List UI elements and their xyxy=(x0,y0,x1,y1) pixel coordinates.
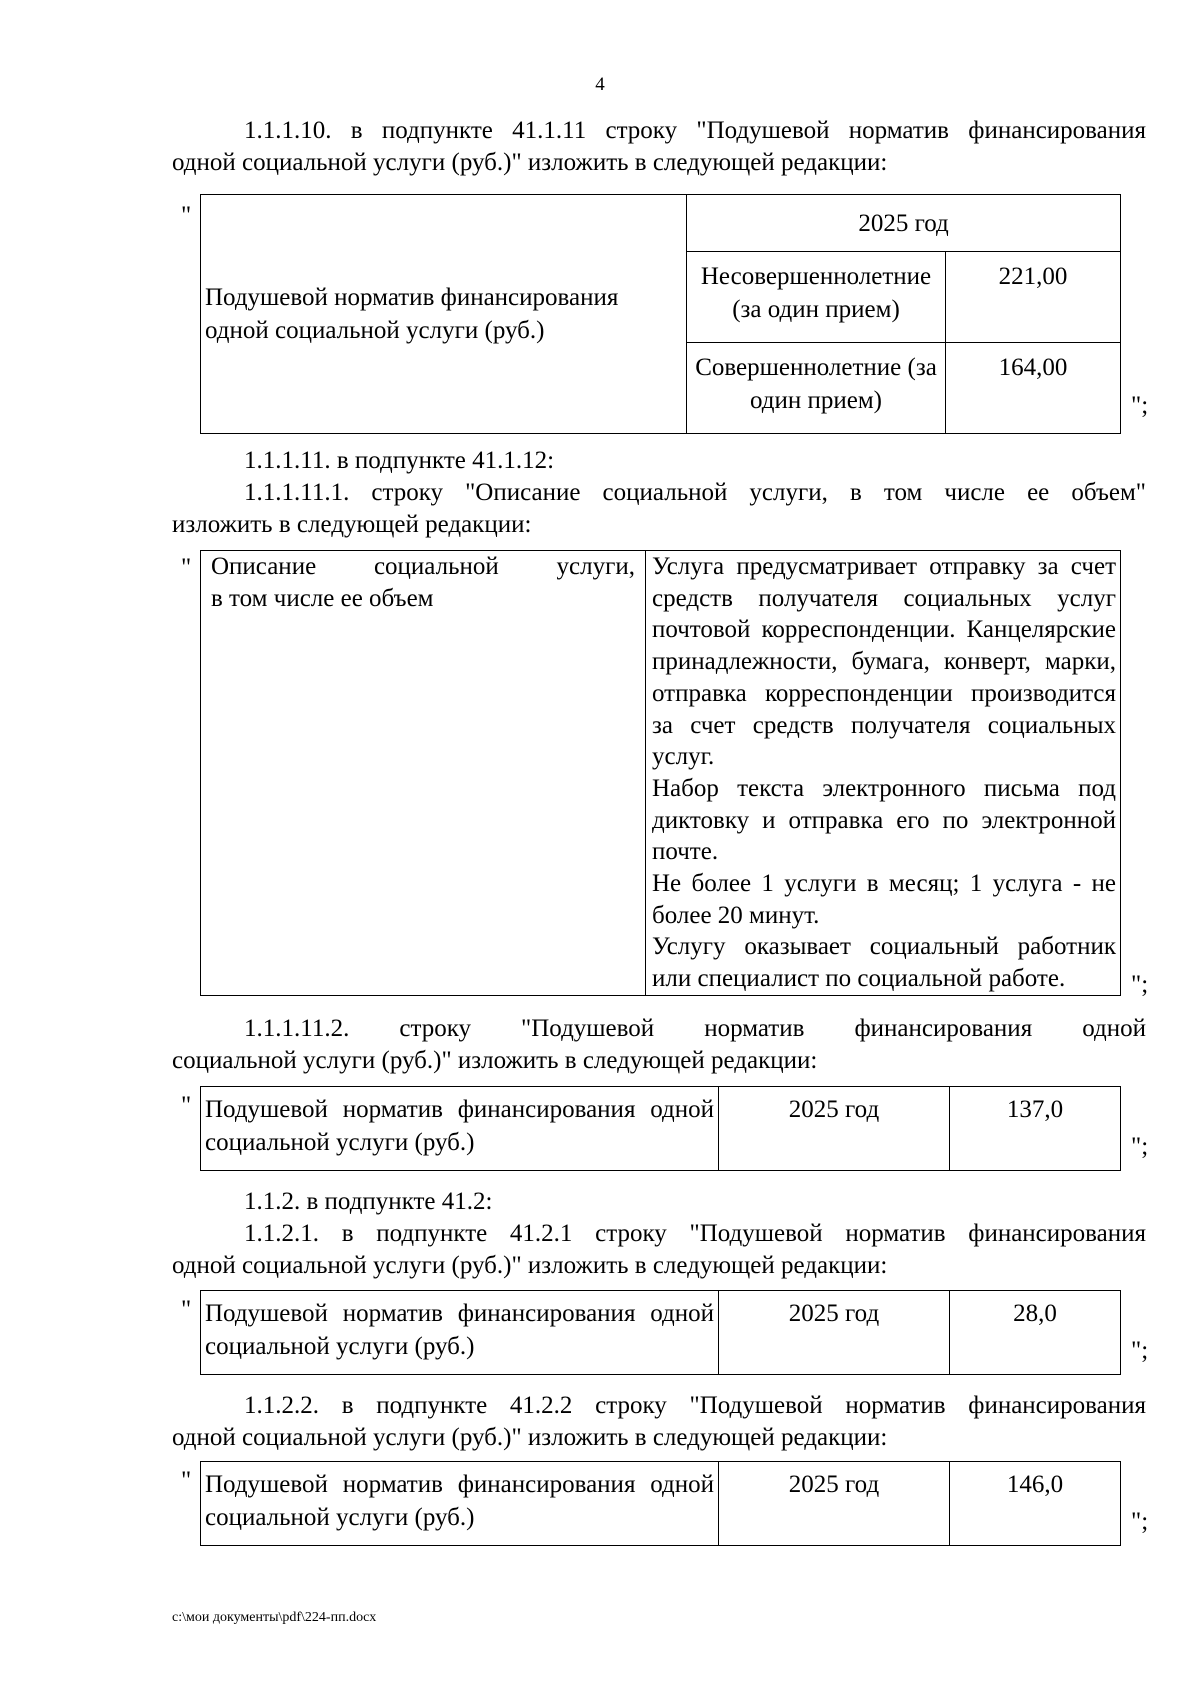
table2-close-quote: "; xyxy=(1131,971,1149,998)
table5-label-cell: Подушевой норматив финансирования одной социальной услуги (руб.) xyxy=(201,1462,719,1546)
table4-close-quote: "; xyxy=(1131,1337,1149,1364)
table1-value-minors: 221,00 xyxy=(946,252,1121,343)
table2-description-cell xyxy=(646,551,1121,996)
table1-year-cell: 2025 год xyxy=(687,195,1121,252)
table5-year-cell: 2025 год xyxy=(719,1462,950,1546)
table4-label-cell: Подушевой норматив финансирования одной социальной услуги (руб.) xyxy=(201,1291,719,1375)
table2-label-cell: Описание социальной услуги, в том числе ее объем xyxy=(201,551,646,996)
table3-value-cell: 137,0 xyxy=(950,1087,1121,1171)
table1-value-adults: 164,00 xyxy=(946,343,1121,434)
table2-description-paragraph: Услугу оказывает социальный работник или специалист по социальной работе. xyxy=(652,933,1116,993)
table1-open-quote: " xyxy=(181,202,192,229)
paragraph-1-1-2-2: 1.1.2.2. в подпункте 41.2.2 строку "Подушевой норматив финансирования одной социальной услуги (руб.)" изложить в следующей редакции: xyxy=(172,1392,1146,1451)
paragraph-1-1-2-1: 1.1.2.1. в подпункте 41.2.1 строку "Подушевой норматив финансирования одной социальной услуги (руб.)" изложить в следующей редакции: xyxy=(172,1220,1146,1279)
paragraph-1-1-1-11-1: 1.1.1.11.1. строку "Описание социальной услуги, в том числе ее объем" изложить в следующей редакции: xyxy=(172,479,1146,538)
table2-open-quote: " xyxy=(181,554,192,581)
table1-category-adults: Совершеннолетние (за один прием) xyxy=(687,343,946,434)
table5-open-quote: " xyxy=(181,1467,192,1494)
table2-description-paragraph: Не более 1 услуги в месяц; 1 услуга - не более 20 минут. xyxy=(652,870,1116,929)
paragraph-1-1-1-11-2: 1.1.1.11.2. строку "Подушевой норматив финансирования одной социальной услуги (руб.)" изложить в следующей редакции: xyxy=(172,1015,1146,1074)
paragraph-1-1-1-11: 1.1.1.11. в подпункте 41.1.12: xyxy=(244,447,555,474)
footer-file-path: c:\мои документы\pdf\224-пп.docx xyxy=(172,1610,377,1625)
table4-open-quote: " xyxy=(181,1296,192,1323)
table-service-description xyxy=(200,550,1121,996)
table2-description-paragraph: Набор текста электронного письма под диктовку и отправка его по электронной почте. xyxy=(652,774,1116,866)
table1-close-quote: "; xyxy=(1131,392,1149,419)
table2-description-paragraph: Услуга предусматривает отправку за счет средств получателя социальных услуг почтовой корреспонденции. Канцелярские принадлежности, бумага, конверт, марки, отправка корреспонденции производится за счет средств получателя социальных услуг. xyxy=(652,553,1116,771)
table1-label-cell: Подушевой норматив финансирования одной социальной услуги (руб.) xyxy=(201,195,687,434)
table4-value-cell: 28,0 xyxy=(950,1291,1121,1375)
table5-close-quote: "; xyxy=(1131,1508,1149,1535)
table-normative-41-2-2 xyxy=(200,1461,1121,1546)
table3-close-quote: "; xyxy=(1131,1133,1149,1160)
table3-open-quote: " xyxy=(181,1092,192,1119)
table1-category-minors: Несовершеннолетние (за один прием) xyxy=(687,252,946,343)
paragraph-1-1-1-10: 1.1.1.10. в подпункте 41.1.11 строку "Подушевой норматив финансирования одной социальной услуги (руб.)" изложить в следующей редакции: xyxy=(172,117,1146,176)
table-normative-41-1-12 xyxy=(200,1086,1121,1171)
table5-value-cell: 146,0 xyxy=(950,1462,1121,1546)
page-number: 4 xyxy=(595,74,605,95)
paragraph-1-1-2: 1.1.2. в подпункте 41.2: xyxy=(244,1188,493,1215)
table4-year-cell: 2025 год xyxy=(719,1291,950,1375)
table-normative-41-2-1 xyxy=(200,1290,1121,1375)
table3-label-cell: Подушевой норматив финансирования одной социальной услуги (руб.) xyxy=(201,1087,719,1171)
table-normative-2025-age-groups xyxy=(200,194,1121,434)
table3-year-cell: 2025 год xyxy=(719,1087,950,1171)
